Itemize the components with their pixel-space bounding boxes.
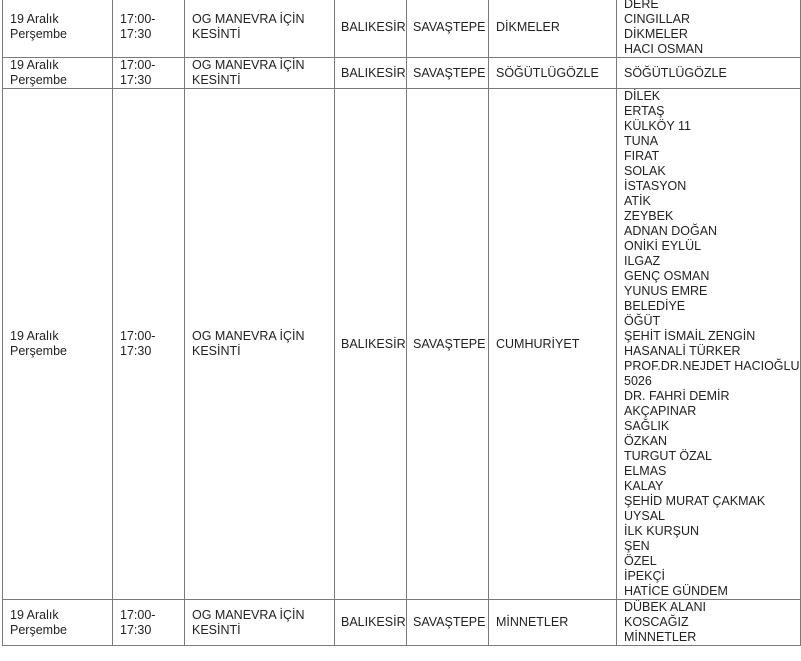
street-item: ŞEN (624, 539, 650, 553)
time-cell: 17:00-17:30 (113, 58, 185, 89)
reason-cell: OG MANEVRA İÇİN KESİNTİ (185, 58, 335, 89)
date-cell: 19 Aralık Perşembe (3, 89, 113, 600)
street-item: ÖZKAN (624, 434, 668, 448)
neighborhood-cell: SÖĞÜTLÜGÖZLE (489, 58, 617, 89)
street-item: İPEKÇİ (624, 569, 665, 583)
street-item: SAĞLIK (624, 419, 670, 433)
district-cell: SAVAŞTEPE (407, 58, 489, 89)
street-item: DR. FAHRİ DEMİR (624, 389, 730, 403)
street-item: DERE (624, 0, 659, 11)
street-item: PROF.DR.NEJDET HACIOĞLU (624, 359, 800, 373)
district-cell: SAVAŞTEPE (407, 0, 489, 58)
street-item: SÖĞÜTLÜGÖZLE (624, 65, 727, 80)
streets-cell (617, 0, 801, 58)
neighborhood-cell: MİNNETLER (489, 600, 617, 646)
table-row (3, 600, 801, 646)
street-item: KÜLKÖY 11 (624, 119, 691, 133)
neighborhood-cell: CUMHURİYET (489, 89, 617, 600)
street-item: 5026 (624, 374, 652, 388)
district-cell: SAVAŞTEPE (407, 89, 489, 600)
street-item: ŞEHİD MURAT ÇAKMAK (624, 494, 766, 508)
table-row (3, 0, 801, 58)
street-item: TURGUT ÖZAL (624, 449, 712, 463)
time-cell: 17:00-17:30 (113, 0, 185, 58)
street-list (624, 66, 793, 81)
street-item: AKÇAPINAR (624, 404, 697, 418)
table-row (3, 58, 801, 89)
street-item: UYSAL (624, 509, 665, 523)
street-item: ATİK (624, 194, 651, 208)
time-cell: 17:00-17:30 (113, 600, 185, 646)
province-cell: BALIKESİR (335, 58, 407, 89)
district-cell: SAVAŞTEPE (407, 600, 489, 646)
street-item: MİNNETLER (624, 630, 697, 644)
date-cell: 19 Aralık Perşembe (3, 600, 113, 646)
streets-cell (617, 600, 801, 646)
neighborhood-cell: DİKMELER (489, 0, 617, 58)
time-cell: 17:00-17:30 (113, 89, 185, 600)
table-body (3, 0, 801, 646)
reason-cell: OG MANEVRA İÇİN KESİNTİ (185, 89, 335, 600)
street-item: ONİKİ EYLÜL (624, 239, 702, 253)
street-list (624, 0, 793, 57)
street-item: İLK KURŞUN (624, 524, 700, 538)
street-list (624, 89, 800, 599)
street-item: ÖĞÜT (624, 314, 661, 328)
street-item: ÖZEL (624, 554, 657, 568)
reason-cell: OG MANEVRA İÇİN KESİNTİ (185, 0, 335, 58)
date-cell: 19 Aralık Perşembe (3, 0, 113, 58)
street-item: ILGAZ (624, 254, 661, 268)
street-item: DİKMELER (624, 27, 688, 41)
street-item: HASANALİ TÜRKER (624, 344, 741, 358)
street-item: TUNA (624, 134, 659, 148)
street-item: KOSCAĞIZ (624, 615, 689, 629)
street-item: YUNUS EMRE (624, 284, 708, 298)
street-item: ŞEHİT İSMAİL ZENGİN (624, 329, 756, 343)
street-list (624, 600, 793, 645)
street-item: BELEDİYE (624, 299, 686, 313)
street-item: GENÇ OSMAN (624, 269, 710, 283)
reason-cell: OG MANEVRA İÇİN KESİNTİ (185, 600, 335, 646)
street-item: ZEYBEK (624, 209, 674, 223)
street-item: ADNAN DOĞAN (624, 224, 718, 238)
table-row (3, 89, 801, 600)
street-item: İSTASYON (624, 179, 687, 193)
province-cell: BALIKESİR (335, 0, 407, 58)
street-item: ELMAS (624, 464, 667, 478)
street-item: SOLAK (624, 164, 666, 178)
street-item: HACI OSMAN (624, 42, 704, 56)
street-item: ERTAŞ (624, 104, 665, 118)
power-outage-table (2, 0, 801, 646)
street-item: CINGILLAR (624, 12, 690, 26)
province-cell: BALIKESİR (335, 89, 407, 600)
street-item: HATİCE GÜNDEM (624, 584, 728, 598)
street-item: FIRAT (624, 149, 660, 163)
streets-cell (617, 89, 801, 600)
street-item: DİLEK (624, 89, 661, 103)
date-cell: 19 Aralık Perşembe (3, 58, 113, 89)
street-item: KALAY (624, 479, 664, 493)
streets-cell (617, 58, 801, 89)
province-cell: BALIKESİR (335, 600, 407, 646)
street-item: DÜBEK ALANI (624, 600, 706, 614)
